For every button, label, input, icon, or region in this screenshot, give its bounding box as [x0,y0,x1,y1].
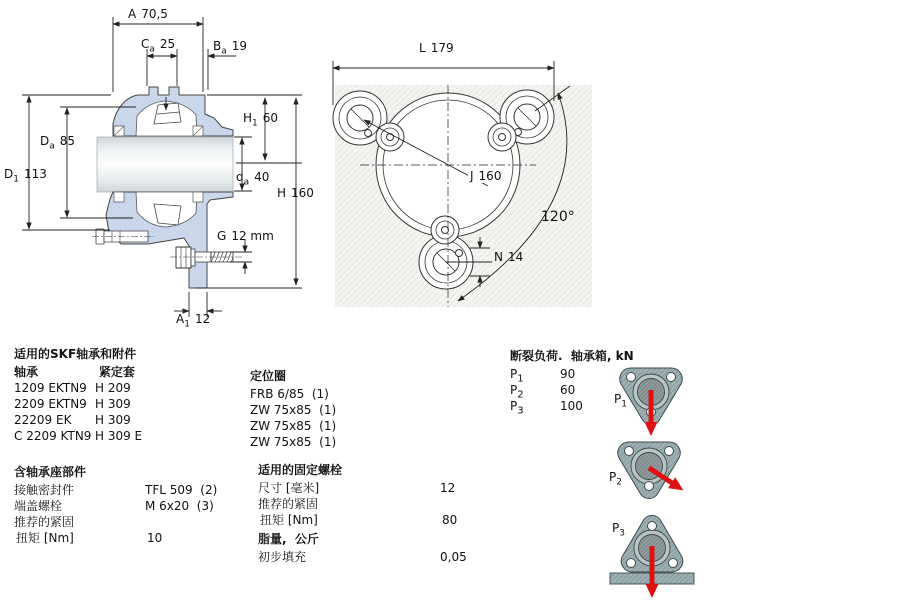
attachment-bolts-table [258,462,457,528]
bearing-designation: 1209 EKTN9 [14,381,87,395]
bearing-designation: C 2209 KTN9 [14,429,92,443]
load-symbol: $P_2$ [510,383,524,401]
sleeve-designation: H 309 [95,397,131,411]
grub-screw [92,229,154,244]
part-value: M 6x20 (3) [145,499,214,513]
table-row: FRB 6/85 (1) [250,387,329,401]
bearings-table-title: 适用的SKF轴承和附件 [14,347,137,361]
locating-rings-table [250,368,336,450]
sleeve-designation: H 309 [95,413,131,427]
load-icon-label-p3: $P_3$ [612,521,625,539]
shaft [97,137,233,192]
table-row [258,496,457,512]
bearings-table-header [14,364,142,380]
table-row: ZW 75x85 (1) [250,435,337,449]
bearing-designation: 22209 EK [14,413,72,427]
bolt-label: 尺寸 [毫米] [258,481,320,495]
part-label: 接触密封件 [14,483,75,497]
bolt-value: 80 [442,513,458,527]
part-label: 推荐的紧固 [14,515,75,529]
dim-label-D1: $D_1$ 113 [4,167,47,185]
dim-label-H1: $H_1$ 60 [243,111,279,129]
sleeve-designation: H 309 E [95,429,143,443]
dim-label-Da: $D_a$ 85 [40,134,76,152]
housing-body [92,87,242,288]
dim-label-angle: 120° [541,209,575,225]
part-value: 10 [147,531,163,545]
load-value: 100 [560,399,583,413]
table-row [14,514,217,530]
dim-label-A1: $A_1$ 12 [176,312,211,330]
grease-label: 初步填充 [258,550,307,564]
table-row [14,530,217,546]
breaking-loads-title: 断裂负荷. 轴承箱, kN [510,349,634,363]
load-value: 90 [560,367,576,381]
dim-label-G: G 12 mm [217,229,274,243]
housing-parts-title: 含轴承座部件 [14,465,87,479]
table-row [14,412,142,428]
dim-label-L: L 179 [419,41,454,55]
table-row [14,396,142,412]
locating-rings-title: 定位圈 [250,369,287,383]
dim-label-J: J 160 [470,169,502,183]
bolt-label: 扭矩 [Nm] [260,513,318,527]
part-label: 扭矩 [Nm] [16,531,74,545]
sleeve-designation: H 209 [95,381,131,395]
col-bearing: 轴承 [14,365,39,379]
grease-table [258,531,467,565]
attachment-bolts-title: 适用的固定螺栓 [258,463,343,477]
table-row [14,428,142,444]
table-row: ZW 75x85 (1) [250,403,337,417]
load-icon-label-p2: $P_2$ [609,470,622,488]
table-row: ZW 75x85 (1) [250,419,337,433]
part-value: TFL 509 (2) [145,483,218,497]
flange-icon-down [620,368,682,436]
dim-label-da: $d_a$ 40 [236,170,270,188]
table-row [258,512,457,528]
dim-label-H: H 160 [277,186,314,200]
load-symbol: $P_1$ [510,367,524,385]
bearings-table [14,346,142,444]
table-row [14,380,142,396]
bearing-designation: 2209 EKTN9 [14,397,87,411]
load-value: 60 [560,383,576,397]
grease-title: 脂量, 公斤 [258,532,319,546]
table-row [14,482,217,498]
dim-label-A: A 70,5 [128,7,168,21]
dim-label-Ca: $C_a$ 25 [141,37,176,55]
dim-label-N: N 14 [494,250,524,264]
table-row [258,549,467,565]
table-row [14,498,217,514]
load-icon-label-p1: $P_1$ [614,392,627,410]
housing-parts-table [14,464,217,546]
flange-front-view-drawing [330,35,600,315]
col-sleeve: 紧定套 [98,365,135,379]
table-row [258,480,457,496]
load-symbol: $P_3$ [510,399,524,417]
grease-value: 0,05 [440,550,467,564]
dim-label-Ba: $B_a$ 19 [213,39,248,57]
bolt-label: 推荐的紧固 [258,497,319,511]
flange-icon-down [618,442,687,499]
part-label: 端盖螺栓 [14,499,63,513]
bolt-value: 12 [440,481,456,495]
